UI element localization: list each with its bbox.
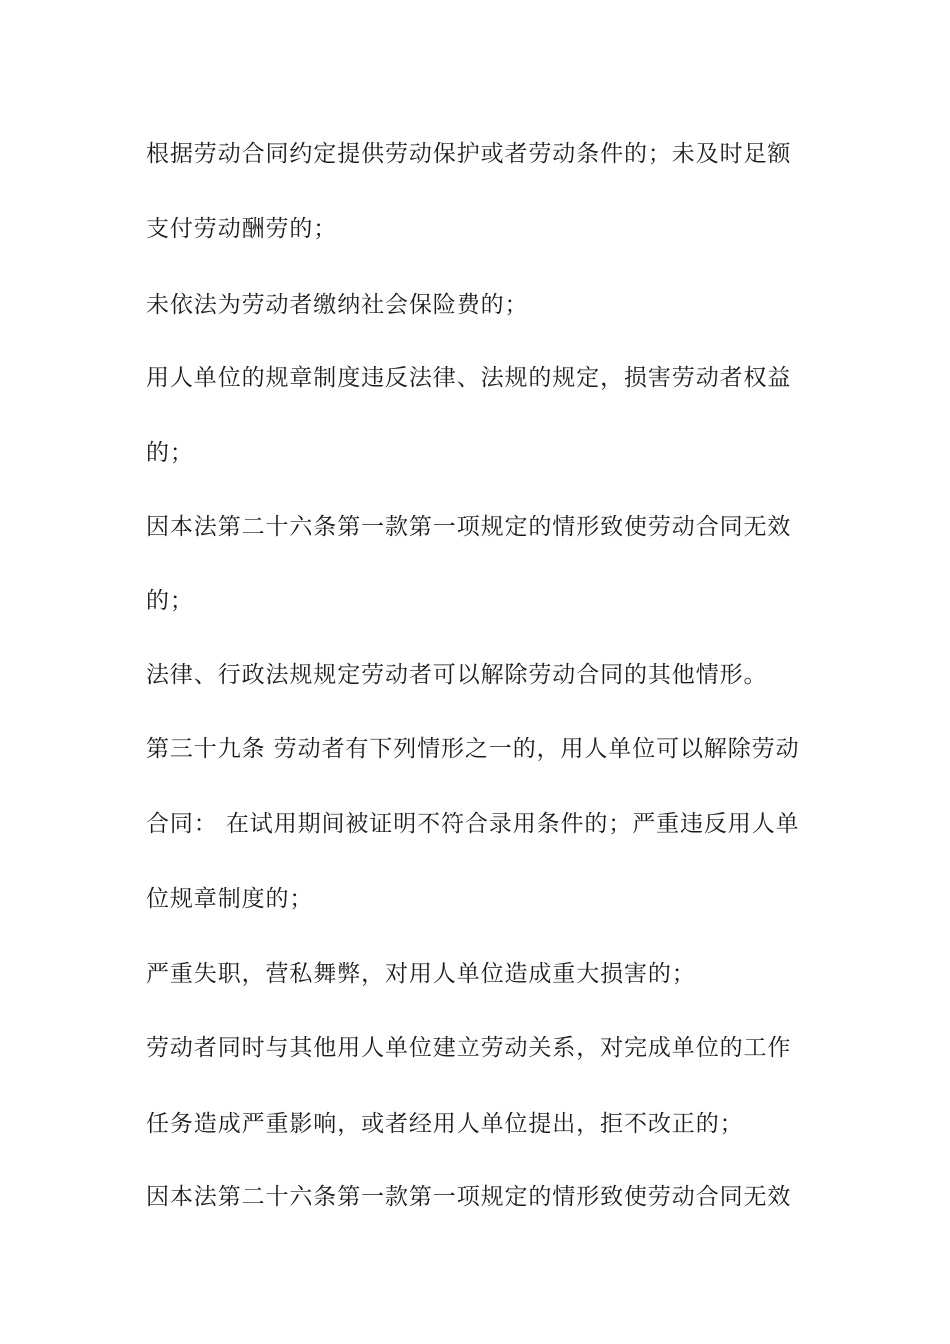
text-line: 位规章制度的； [146, 886, 314, 912]
text-line: 根据劳动合同约定提供劳动保护或者劳动条件的；未及时足额 [146, 141, 792, 167]
text-line: 未依法为劳动者缴纳社会保险费的； [146, 292, 529, 318]
text-line: 劳动者同时与其他用人单位建立劳动关系，对完成单位的工作 [146, 1035, 792, 1061]
text-line: 法律、行政法规规定劳动者可以解除劳动合同的其他情形。 [146, 662, 768, 688]
text-line: 任务造成严重影响，或者经用人单位提出，拒不改正的； [146, 1111, 744, 1137]
text-line: 第三十九条 劳动者有下列情形之一的，用人单位可以解除劳动 [146, 736, 800, 762]
text-line: 用人单位的规章制度违反法律、法规的规定，损害劳动者权益 [146, 365, 792, 391]
text-line: 严重失职，营私舞弊，对用人单位造成重大损害的； [146, 961, 696, 987]
text-line: 的； [146, 440, 194, 466]
text-line: 支付劳动酬劳的； [146, 216, 338, 242]
text-line: 合同： 在试用期间被证明不符合录用条件的；严重违反用人单 [146, 811, 800, 837]
text-line: 因本法第二十六条第一款第一项规定的情形致使劳动合同无效 [146, 514, 792, 540]
text-line: 因本法第二十六条第一款第一项规定的情形致使劳动合同无效 [146, 1184, 792, 1210]
text-line: 的； [146, 588, 194, 614]
